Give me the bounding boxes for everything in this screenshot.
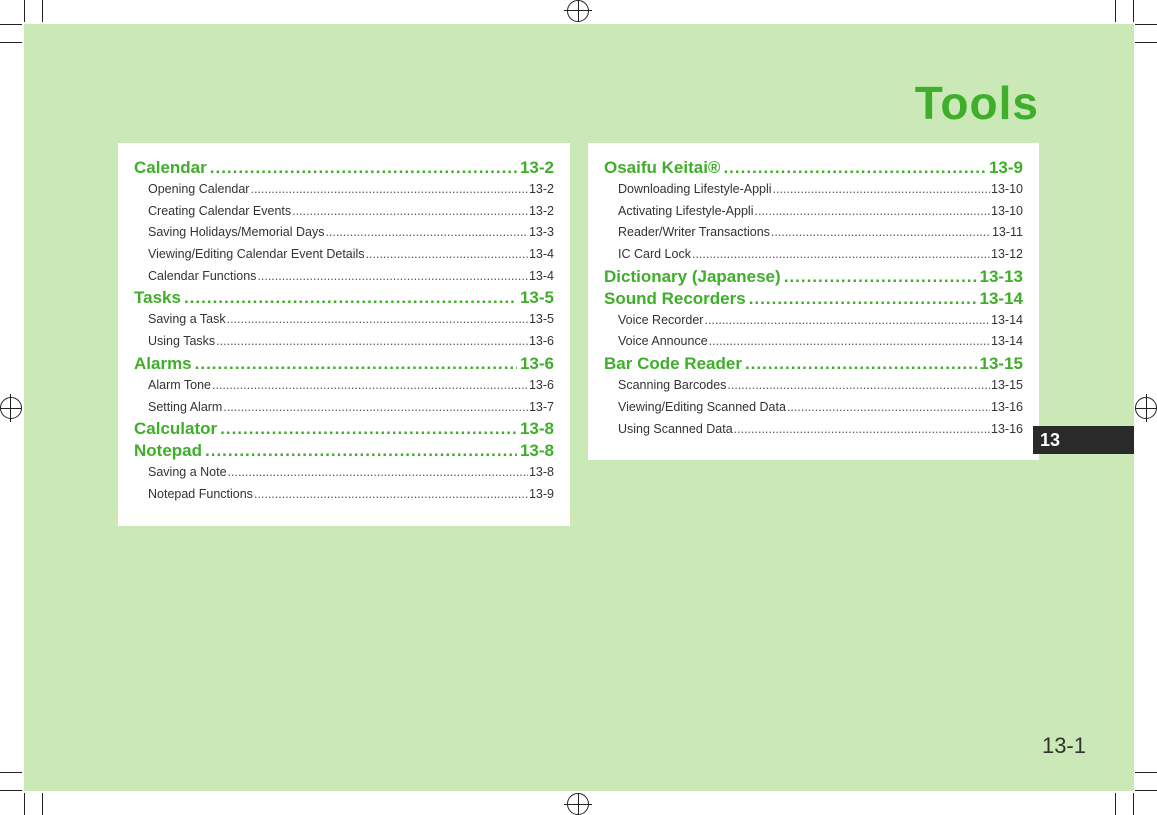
leader-dots — [723, 157, 986, 179]
item-page: 13-4 — [528, 268, 554, 283]
leader-dots — [216, 331, 528, 353]
item-page: 13-15 — [991, 378, 1023, 393]
leader-dots — [773, 179, 990, 201]
leader-dots — [692, 244, 990, 266]
crop-mark — [0, 24, 22, 25]
leader-dots — [212, 375, 528, 397]
toc-section[interactable] — [134, 353, 554, 375]
crop-mark — [1135, 42, 1157, 43]
leader-dots — [254, 484, 528, 506]
item-label: Reader/Writer Transactions — [618, 225, 770, 240]
toc-item[interactable] — [134, 179, 554, 201]
item-label: Viewing/Editing Calendar Event Details — [148, 247, 365, 262]
section-title: Tasks — [134, 288, 181, 308]
toc-item[interactable] — [134, 484, 554, 506]
section-title: Calculator — [134, 419, 218, 439]
toc-item[interactable] — [134, 222, 554, 244]
item-page: 13-5 — [528, 312, 554, 327]
section-title: Notepad — [134, 441, 202, 461]
toc-right-panel — [588, 143, 1039, 460]
item-label: Viewing/Editing Scanned Data — [618, 399, 786, 414]
toc-item[interactable] — [604, 201, 1023, 223]
item-page: 13-10 — [991, 203, 1023, 218]
item-label: Using Scanned Data — [618, 421, 733, 436]
toc-item[interactable] — [134, 375, 554, 397]
crop-mark — [1135, 772, 1157, 773]
item-page: 13-4 — [528, 247, 554, 262]
crop-mark — [1115, 793, 1116, 815]
toc-item[interactable] — [134, 309, 554, 331]
toc-item[interactable] — [604, 179, 1023, 201]
section-page: 13-14 — [979, 288, 1023, 308]
item-page: 13-12 — [991, 247, 1023, 262]
section-page: 13-6 — [519, 353, 554, 373]
leader-dots — [210, 157, 517, 179]
leader-dots — [250, 179, 528, 201]
section-page: 13-8 — [519, 419, 554, 439]
registration-mark — [1135, 397, 1157, 419]
leader-dots — [787, 397, 990, 419]
item-page: 13-2 — [528, 182, 554, 196]
section-page: 13-13 — [979, 266, 1023, 286]
toc-item[interactable] — [604, 222, 1023, 244]
section-title: Sound Recorders — [604, 288, 746, 308]
toc-item[interactable] — [604, 419, 1023, 441]
leader-dots — [223, 397, 528, 419]
item-label: Using Tasks — [148, 334, 216, 349]
toc-item[interactable] — [604, 375, 1023, 397]
item-label: Notepad Functions — [148, 486, 253, 501]
leader-dots — [205, 440, 517, 462]
item-label: Saving a Task — [148, 312, 226, 327]
toc-item[interactable] — [134, 201, 554, 223]
leader-dots — [727, 375, 990, 397]
toc-section[interactable] — [604, 157, 1023, 179]
leader-dots — [227, 309, 528, 331]
section-page: 13-15 — [979, 354, 1023, 374]
crop-mark — [0, 42, 22, 43]
crop-mark — [1135, 24, 1157, 25]
item-page: 13-16 — [991, 421, 1023, 436]
toc-left-panel — [118, 143, 570, 526]
item-label: Setting Alarm — [148, 399, 223, 414]
section-page: 13-8 — [519, 441, 554, 461]
leader-dots — [749, 288, 977, 310]
crop-mark — [24, 793, 25, 815]
toc-item[interactable] — [604, 331, 1023, 353]
toc-item[interactable] — [134, 244, 554, 266]
item-label: Alarm Tone — [148, 377, 211, 392]
item-label: Saving a Note — [148, 465, 227, 480]
item-label: Activating Lifestyle-Appli — [618, 203, 754, 218]
item-page: 13-10 — [991, 182, 1023, 196]
leader-dots — [195, 353, 517, 375]
leader-dots — [184, 287, 517, 309]
leader-dots — [325, 222, 528, 244]
item-page: 13-11 — [991, 225, 1023, 240]
item-page: 13-16 — [991, 399, 1023, 414]
toc-section[interactable] — [604, 353, 1023, 375]
toc-section[interactable] — [604, 288, 1023, 310]
item-label: Downloading Lifestyle-Appli — [618, 182, 772, 196]
item-label: Voice Recorder — [618, 312, 704, 327]
toc-item[interactable] — [134, 397, 554, 419]
registration-mark — [567, 0, 589, 22]
item-label: Scanning Barcodes — [618, 378, 727, 393]
item-page: 13-3 — [528, 225, 554, 240]
toc-item[interactable] — [134, 331, 554, 353]
section-title: Calendar — [134, 158, 207, 177]
item-label: Creating Calendar Events — [148, 203, 292, 218]
crop-mark — [0, 790, 22, 791]
toc-item[interactable] — [134, 462, 554, 484]
toc-item[interactable] — [604, 397, 1023, 419]
leader-dots — [366, 244, 528, 266]
section-page: 13-9 — [988, 158, 1023, 177]
section-title: Bar Code Reader — [604, 354, 742, 374]
toc-item[interactable] — [134, 266, 554, 288]
section-title: Dictionary (Japanese) — [604, 266, 781, 286]
item-page: 13-14 — [991, 334, 1023, 349]
toc-section[interactable] — [134, 440, 554, 462]
crop-mark — [24, 0, 25, 22]
item-label: Opening Calendar — [148, 182, 250, 196]
item-label: IC Card Lock — [618, 247, 691, 262]
registration-mark — [0, 397, 22, 419]
registration-mark — [567, 793, 589, 815]
toc-section[interactable] — [134, 418, 554, 440]
toc-section[interactable] — [604, 266, 1023, 288]
item-page: 13-14 — [991, 312, 1023, 327]
leader-dots — [709, 331, 990, 353]
leader-dots — [220, 418, 517, 440]
section-page: 13-5 — [519, 288, 554, 308]
leader-dots — [734, 419, 990, 441]
crop-mark — [0, 772, 22, 773]
item-label: Voice Announce — [618, 334, 708, 349]
item-page: 13-2 — [528, 203, 554, 218]
toc-section[interactable] — [134, 157, 554, 179]
leader-dots — [257, 266, 528, 288]
item-page: 13-7 — [528, 399, 554, 414]
crop-mark — [1133, 0, 1134, 22]
item-page: 13-9 — [528, 486, 554, 501]
item-page: 13-8 — [528, 465, 554, 480]
leader-dots — [754, 201, 990, 223]
leader-dots — [784, 266, 977, 288]
section-title: Osaifu Keitai® — [604, 158, 721, 177]
crop-mark — [1133, 793, 1134, 815]
item-label: Saving Holidays/Memorial Days — [148, 225, 325, 240]
chapter-tab: 13 — [1033, 426, 1134, 454]
leader-dots — [228, 462, 528, 484]
toc-item[interactable] — [604, 310, 1023, 332]
section-page: 13-2 — [519, 158, 554, 177]
crop-mark — [1115, 0, 1116, 22]
crop-mark — [42, 793, 43, 815]
toc-item[interactable] — [604, 244, 1023, 266]
item-page: 13-6 — [528, 377, 554, 392]
page-number: 13-1 — [1041, 733, 1086, 758]
item-page: 13-6 — [528, 334, 554, 349]
item-label: Calendar Functions — [148, 268, 257, 283]
leader-dots — [704, 310, 990, 332]
crop-mark — [42, 0, 43, 22]
toc-section[interactable] — [134, 287, 554, 309]
leader-dots — [771, 222, 991, 244]
section-title: Alarms — [134, 353, 192, 373]
page-title: Tools — [914, 77, 1039, 129]
leader-dots — [745, 353, 977, 375]
leader-dots — [292, 201, 528, 223]
crop-mark — [1135, 790, 1157, 791]
